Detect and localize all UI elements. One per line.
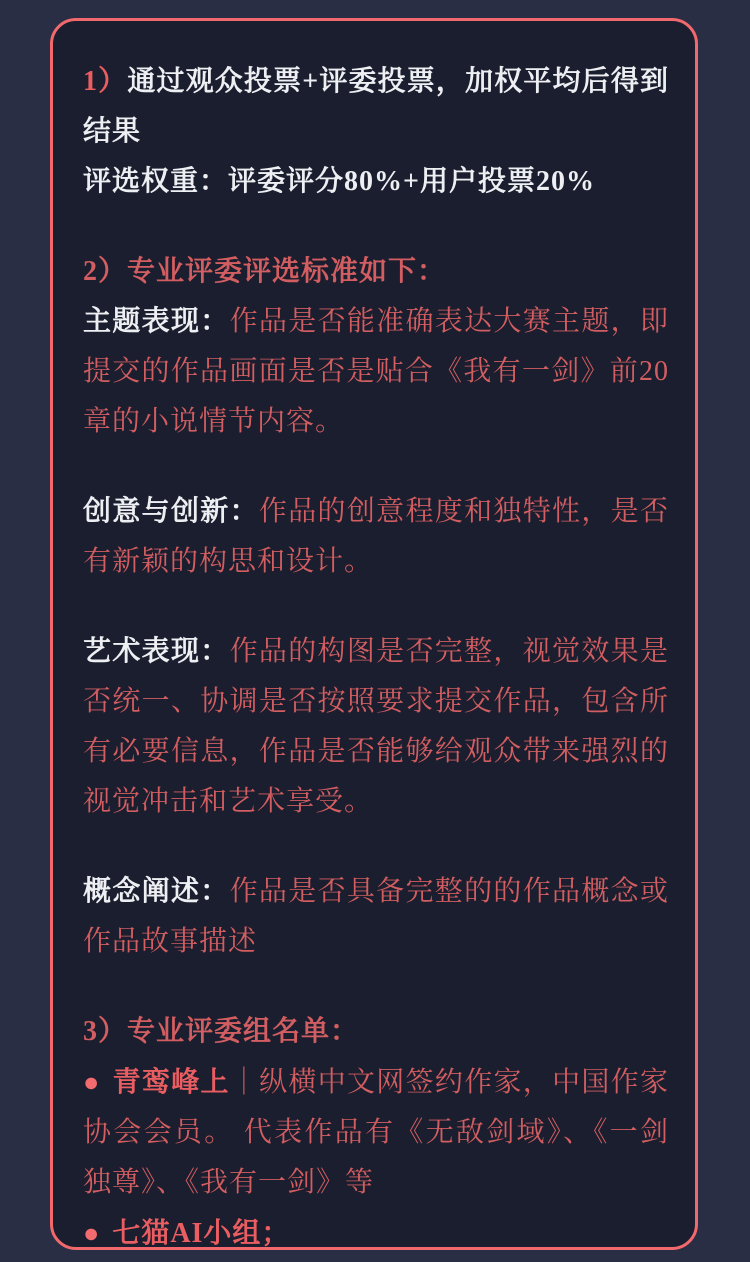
judge-item-qimao-ai: [83, 1208, 669, 1259]
judge-item-qingluanfengshang: [83, 1057, 669, 1208]
criteria-heading: 2）专业评委评选标准如下：: [83, 256, 447, 287]
criterion-artistic-label: 艺术表现：: [83, 636, 230, 667]
criterion-artistic-description: 作品的构图是否完整，视觉效果是否统一、协调是否按照要求提交作品，包含所有必要信息，作品是否能够给观众带来强烈的视觉冲击和艺术享受。: [83, 636, 669, 817]
criterion-creativity-label: 创意与创新：: [83, 496, 259, 527]
criterion-concept: [83, 867, 669, 967]
criterion-theme-description: 作品是否能准确表达大赛主题，即提交的作品画面是否是贴合《我有一剑》前20章的小说情节内容。: [83, 306, 669, 437]
rule-voting-method: [83, 57, 669, 207]
bullet-icon: ●: [83, 1067, 101, 1097]
judge-name: 七猫AI小组；: [112, 1218, 291, 1249]
voting-method-line1: 通过观众投票+评委投票，加权平均后得到结果: [83, 66, 669, 147]
criterion-concept-description: 作品是否具备完整的的作品概念或作品故事描述: [83, 876, 669, 957]
criterion-creativity: [83, 487, 669, 587]
voting-weight-line2: 评选权重：评委评分80%+用户投票20%: [83, 166, 595, 197]
item-number-1: 1）: [83, 66, 128, 97]
rules-card: [50, 18, 698, 1250]
judges-heading: 3）专业评委组名单：: [83, 1016, 360, 1047]
criterion-artistic: [83, 627, 669, 827]
judge-name: 青鸾峰上: [112, 1067, 230, 1098]
bullet-icon: ●: [83, 1218, 101, 1248]
criterion-creativity-description: 作品的创意程度和独特性，是否有新颖的构思和设计。: [83, 496, 669, 577]
criterion-concept-label: 概念阐述：: [83, 876, 230, 907]
criterion-theme-label: 主题表现：: [83, 306, 230, 337]
judge-detail: ｜纵横中文网签约作家，中国作家协会会员。 代表作品有《无敌剑域》、《一剑独尊》、《我有一剑》等: [83, 1067, 669, 1198]
criterion-theme: [83, 297, 669, 447]
